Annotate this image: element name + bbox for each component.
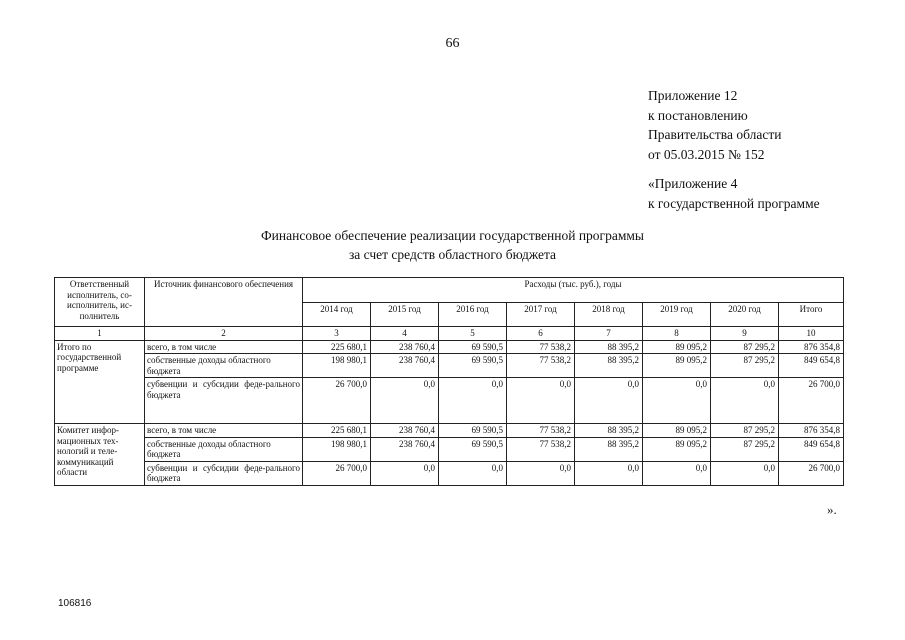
header-year: 2016 год — [439, 302, 507, 327]
value-cell: 77 538,2 — [507, 437, 575, 461]
value-cell: 89 095,2 — [643, 437, 711, 461]
value-cell: 88 395,2 — [575, 340, 643, 354]
header-year: 2017 год — [507, 302, 575, 327]
value-cell: 0,0 — [507, 378, 575, 424]
source-cell: собственные доходы областного бюджета — [145, 437, 303, 461]
header-executor: Ответственный исполнитель, со-исполнитель, ис-полнитель — [55, 278, 145, 327]
source-cell: собственные доходы областного бюджета — [145, 354, 303, 378]
value-cell: 0,0 — [371, 378, 439, 424]
appendix-reference-line: к государственной программе — [648, 195, 820, 211]
value-cell: 238 760,4 — [371, 437, 439, 461]
column-number: 6 — [507, 327, 575, 341]
value-cell: 88 395,2 — [575, 437, 643, 461]
value-cell: 0,0 — [711, 378, 779, 424]
column-number: 2 — [145, 327, 303, 341]
title-line: за счет средств областного бюджета — [348, 247, 557, 262]
value-cell: 77 538,2 — [507, 354, 575, 378]
total-cell: 876 354,8 — [779, 340, 844, 354]
value-cell: 89 095,2 — [643, 424, 711, 438]
appendix-line: от 05.03.2015 № 152 — [648, 146, 765, 162]
value-cell: 225 680,1 — [303, 424, 371, 438]
value-cell: 0,0 — [439, 378, 507, 424]
value-cell: 0,0 — [711, 461, 779, 485]
value-cell: 69 590,5 — [439, 354, 507, 378]
column-number: 5 — [439, 327, 507, 341]
value-cell: 0,0 — [507, 461, 575, 485]
value-cell: 69 590,5 — [439, 340, 507, 354]
source-cell: субвенции и субсидии феде-рального бюджета — [145, 378, 303, 424]
appendix-line: Правительства области — [648, 127, 782, 142]
value-cell: 225 680,1 — [303, 340, 371, 354]
header-year: 2014 год — [303, 302, 371, 327]
table-row — [55, 461, 844, 485]
value-cell: 89 095,2 — [643, 340, 711, 354]
value-cell: 26 700,0 — [303, 378, 371, 424]
table-row — [55, 340, 844, 354]
document-title — [200, 226, 705, 264]
value-cell: 238 760,4 — [371, 424, 439, 438]
header-year: 2018 год — [575, 302, 643, 327]
total-cell: 876 354,8 — [779, 424, 844, 438]
total-cell: 26 700,0 — [779, 378, 844, 424]
value-cell: 69 590,5 — [439, 437, 507, 461]
column-number: 7 — [575, 327, 643, 341]
appendix-line: к постановлению — [648, 107, 748, 123]
source-cell: субвенции и субсидии феде-рального бюджета — [145, 461, 303, 485]
appendix-reference-line: «Приложение 4 — [648, 176, 738, 191]
appendix-block — [648, 86, 781, 164]
column-number: 1 — [55, 327, 145, 341]
value-cell: 69 590,5 — [439, 424, 507, 438]
value-cell: 238 760,4 — [371, 354, 439, 378]
executor-cell: Итого по государственной программе — [55, 340, 145, 424]
column-number: 4 — [371, 327, 439, 341]
table-row — [55, 378, 844, 424]
value-cell: 87 295,2 — [711, 340, 779, 354]
table-row — [55, 354, 844, 378]
value-cell: 87 295,2 — [711, 437, 779, 461]
source-cell: всего, в том числе — [145, 340, 303, 354]
column-number: 3 — [303, 327, 371, 341]
value-cell: 0,0 — [575, 461, 643, 485]
header-expenses: Расходы (тыс. руб.), годы — [303, 278, 844, 303]
column-number: 8 — [643, 327, 711, 341]
header-year: 2020 год — [711, 302, 779, 327]
appendix-reference — [648, 174, 820, 213]
total-cell: 849 654,8 — [779, 354, 844, 378]
value-cell: 88 395,2 — [575, 424, 643, 438]
appendix-line: Приложение 12 — [648, 88, 738, 103]
value-cell: 88 395,2 — [575, 354, 643, 378]
value-cell: 198 980,1 — [303, 354, 371, 378]
table-row — [55, 424, 844, 438]
value-cell: 0,0 — [643, 378, 711, 424]
value-cell: 89 095,2 — [643, 354, 711, 378]
header-total: Итого — [779, 302, 844, 327]
value-cell: 198 980,1 — [303, 437, 371, 461]
value-cell: 0,0 — [439, 461, 507, 485]
value-cell: 0,0 — [575, 378, 643, 424]
closing-quote: ». — [827, 502, 837, 517]
header-year: 2015 год — [371, 302, 439, 327]
total-cell: 26 700,0 — [779, 461, 844, 485]
title-line: Финансовое обеспечение реализации государственной программы — [261, 228, 644, 243]
header-source: Источник финансового обеспечения — [145, 278, 303, 327]
value-cell: 26 700,0 — [303, 461, 371, 485]
value-cell: 87 295,2 — [711, 424, 779, 438]
footer-code: 106816 — [58, 598, 92, 609]
table-row — [55, 437, 844, 461]
column-number: 10 — [779, 327, 844, 341]
column-number: 9 — [711, 327, 779, 341]
value-cell: 77 538,2 — [507, 340, 575, 354]
value-cell: 77 538,2 — [507, 424, 575, 438]
header-year: 2019 год — [643, 302, 711, 327]
value-cell: 0,0 — [643, 461, 711, 485]
total-cell: 849 654,8 — [779, 437, 844, 461]
value-cell: 0,0 — [371, 461, 439, 485]
source-cell: всего, в том числе — [145, 424, 303, 438]
executor-cell: Комитет инфор-мационных тех-нологий и теле-коммуникаций области — [55, 424, 145, 486]
page-number: 66 — [445, 36, 460, 51]
value-cell: 238 760,4 — [371, 340, 439, 354]
value-cell: 87 295,2 — [711, 354, 779, 378]
financing-table — [54, 277, 844, 486]
